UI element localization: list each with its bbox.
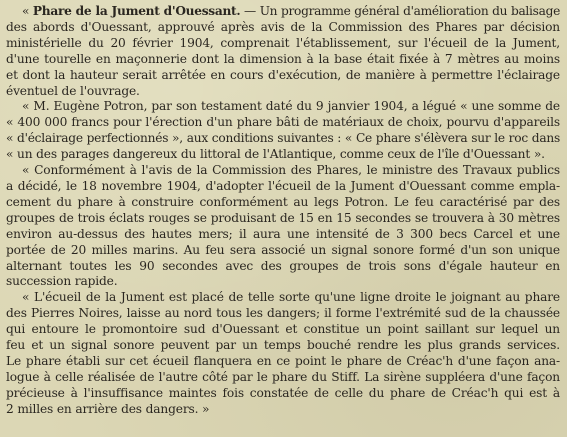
text-line: groupes de trois éclats rouges se produisant de 15 en 15 secondes se trouvera à 30 mètres <box>6 210 560 225</box>
article-text <box>6 4 560 418</box>
text-line: et dont la hauteur serait arrêtée en cours d'exécution, de manière à permettre l'éclairage <box>6 67 560 82</box>
text-line: « M. Eugène Potron, par son testament daté du 9 janvier 1904, a légué « une somme de <box>22 99 560 114</box>
text-line: environ au-dessus des hautes mers; il aura une intensité de 3 300 becs Carcel et une <box>6 226 560 241</box>
text-line: « d'éclairage perfectionnés », aux conditions suivantes : « Ce phare s'élèvera sur le roc dans <box>6 131 560 146</box>
text-line: d'une tourelle en maçonnerie dont la dimension à la base était fixée à 7 mètres au moins <box>6 51 560 66</box>
text-fragment: — Un programme général d'amélioration du balisage <box>240 4 560 18</box>
paragraph-decision <box>6 163 560 290</box>
text-line: « 400 000 francs pour l'érection d'un phare bâti de matériaux de choix, pourvu d'appareils <box>6 115 560 130</box>
text-line: succession rapide. <box>6 274 118 289</box>
text-line: a décidé, le 18 novembre 1904, d'adopter l'écueil de la Jument d'Ouessant comme empla- <box>6 178 560 193</box>
text-line: « Conformément à l'avis de la Commission des Phares, le ministre des Travaux publics <box>22 163 560 178</box>
article-heading: Phare de la Jument d'Ouessant. <box>32 4 241 18</box>
text-line: des abords d'Ouessant, approuvé après avis de la Commission des Phares par décision <box>6 19 560 34</box>
text-line: « L'écueil de la Jument est placé de telle sorte qu'une ligne droite le joignant au phare <box>22 290 560 305</box>
text-line: alternant toutes les 90 secondes avec des groupes de trois sons d'égale hauteur en <box>6 258 560 273</box>
text-line: cement du phare à construire conformément au legs Potron. Le feu caractérisé par des <box>6 194 560 209</box>
opening-quote: « <box>22 4 33 18</box>
text-line: logue à celle réalisée de l'autre côté par le phare du Stiff. La sirène suppléera d'une façon <box>6 369 560 384</box>
paragraph-program <box>6 4 560 99</box>
text-line: « un des parages dangereux du littoral de l'Atlantique, comme ceux de l'île d'Ouessant ». <box>6 147 545 162</box>
text-line: des Pierres Noires, laisse au nord tous les dangers; il forme l'extrémité sud de la chaussée <box>6 306 560 321</box>
paragraph-testament <box>6 99 560 163</box>
paragraph-location <box>6 290 560 417</box>
text-line: qui entoure le promontoire sud d'Ouessant et constitue un point saillant sur lequel un <box>6 322 560 337</box>
text-line: précieuse à l'insuffisance maintes fois constatée de celle du phare de Créac'h qui est à <box>6 385 560 400</box>
text-line: 2 milles en arrière des dangers. » <box>6 401 210 416</box>
text-line: Le phare établi sur cet écueil flanquera en ce point le phare de Créac'h d'une façon ana- <box>6 353 560 368</box>
text-line <box>6 4 560 20</box>
text-line: ministérielle du 20 février 1904, comprenait l'établissement, sur l'écueil de la Jument, <box>6 35 560 50</box>
text-line: éventuel de l'ouvrage. <box>6 83 140 98</box>
text-line: portée de 20 milles marins. Au feu sera associé un signal sonore formé d'un son unique <box>6 242 560 257</box>
text-line: feu et un signal sonore peuvent par un temps bouché rendre les plus grands services. <box>6 338 560 353</box>
